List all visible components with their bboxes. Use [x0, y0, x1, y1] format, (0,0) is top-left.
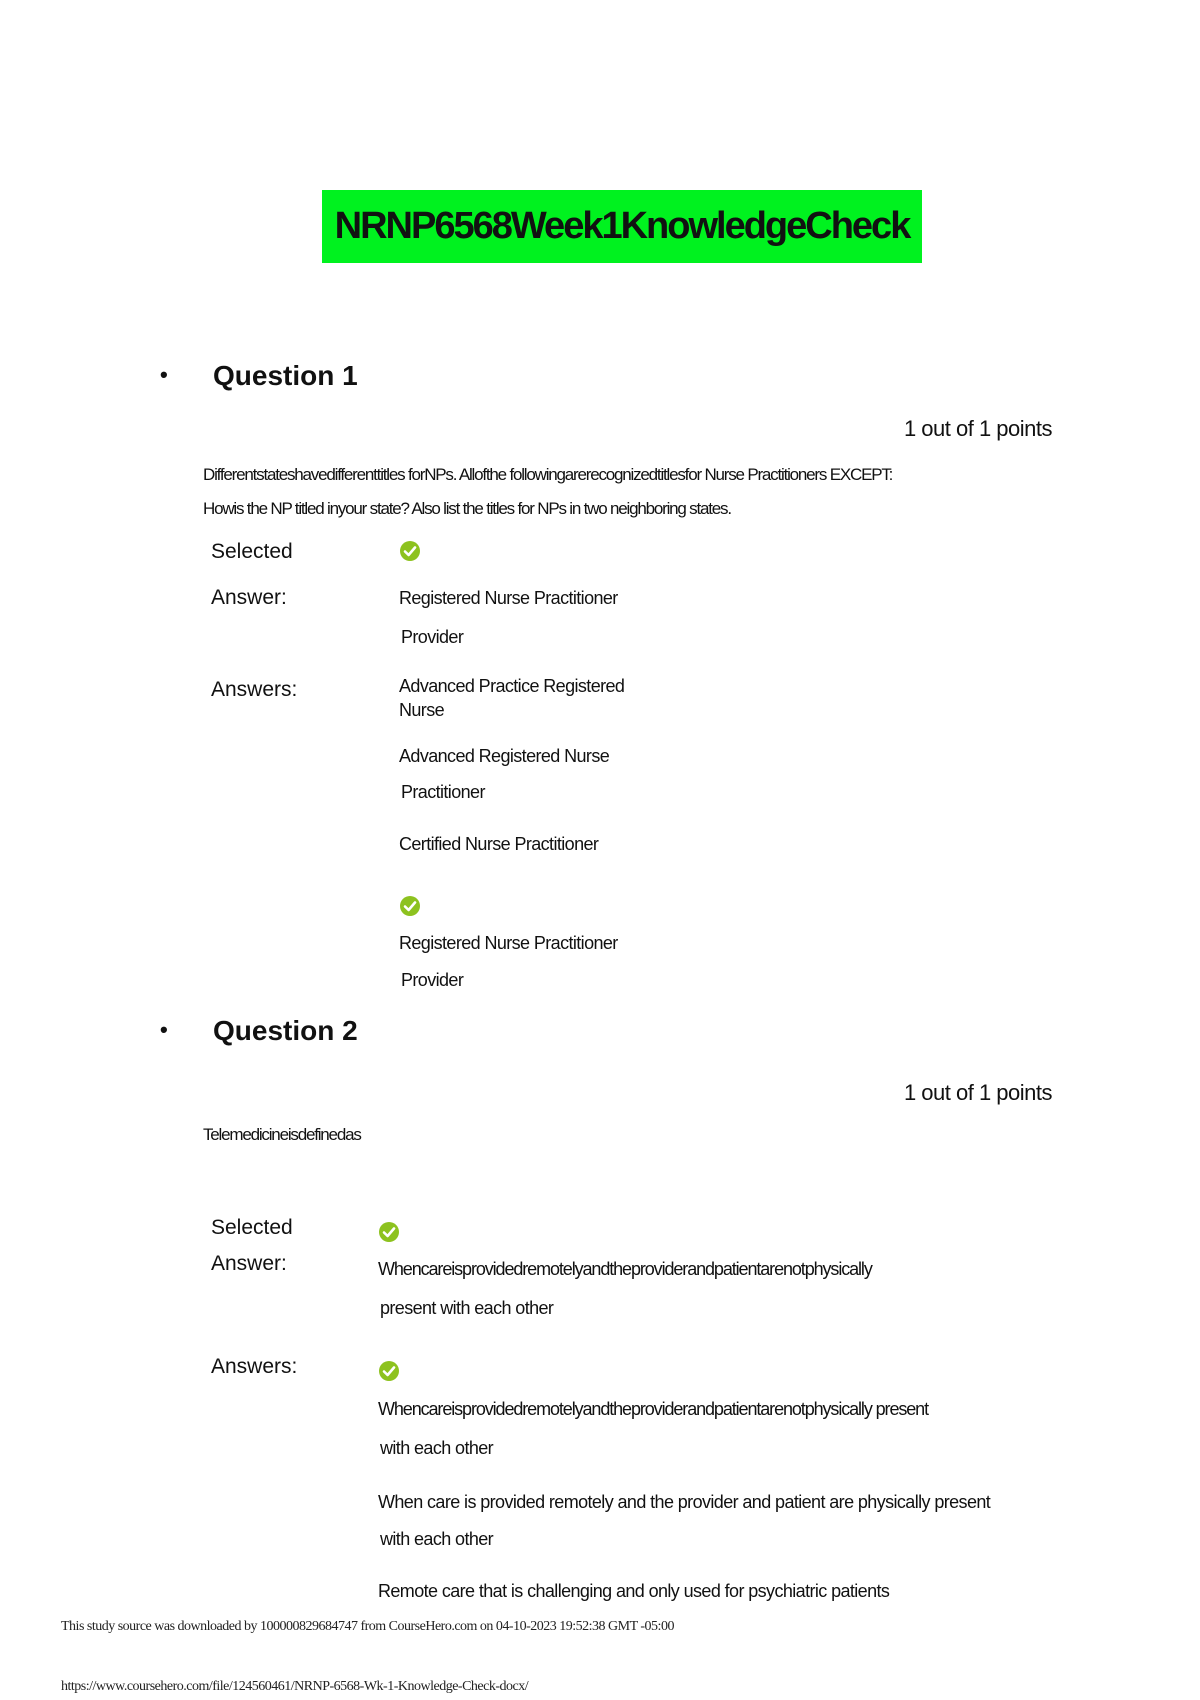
- check-circle-icon: [400, 896, 420, 916]
- selected-label: Selected: [211, 1216, 293, 1239]
- footer-source-line: This study source was downloaded by 100000829684747 from CourseHero.com on 04-10-2023 19:52:38 GMT -05:00: [61, 1619, 674, 1634]
- answer-option-line: Nurse: [399, 700, 445, 720]
- answer-option-line: Whencareisprovidedremotelyandtheproviderandpatientarenotphysically present: [378, 1399, 928, 1419]
- question-1-text-line: Howis the NP titled inyour state? Also list the titles for NPs in two neighboring states.: [203, 499, 731, 518]
- bullet: •: [160, 1017, 168, 1042]
- selected-label: Selected: [211, 540, 293, 563]
- question-2-points: 1 out of 1 points: [903, 1080, 1052, 1105]
- answer-option-line: Remote care that is challenging and only used for psychiatric patients: [378, 1581, 890, 1601]
- page-title: NRNP6568Week1KnowledgeCheck: [322, 190, 922, 263]
- check-circle-icon: [379, 1222, 399, 1242]
- answer-option-line: with each other: [380, 1529, 494, 1549]
- answers-label: Answers:: [211, 678, 298, 701]
- question-1-points: 1 out of 1 points: [903, 416, 1052, 441]
- answer-option-line: Registered Nurse Practitioner: [399, 933, 618, 953]
- question-1-heading: Question 1: [213, 360, 358, 391]
- answer-option-line: Advanced Practice Registered: [399, 676, 625, 696]
- question-1-text-line: Differentstateshavedifferenttitles forNPs. Allofthe followingarerecognizedtitlesfor Nurse Practitioners EXCEPT:: [203, 465, 893, 484]
- answer-option-line: Certified Nurse Practitioner: [399, 834, 599, 854]
- footer-url[interactable]: https://www.coursehero.com/file/124560461/NRNP-6568-Wk-1-Knowledge-Check-docx/: [61, 1679, 529, 1694]
- answer-label: Answer:: [211, 586, 287, 609]
- check-circle-icon: [400, 541, 420, 561]
- answer-option-line: Provider: [401, 970, 464, 990]
- check-circle-icon: [379, 1361, 399, 1381]
- answer-option-line: Advanced Registered Nurse: [399, 746, 610, 766]
- answer-option-line: with each other: [380, 1438, 494, 1458]
- bullet: •: [160, 362, 168, 387]
- question-2-heading: Question 2: [213, 1015, 358, 1046]
- selected-answer-line: Provider: [401, 627, 464, 647]
- answer-option-line: When care is provided remotely and the provider and patient are physically present: [378, 1492, 991, 1512]
- selected-answer-line: Whencareisprovidedremotelyandtheproviderandpatientarenotphysically: [378, 1259, 872, 1279]
- question-2-text-line: Telemedicineisdefinedas: [203, 1125, 361, 1144]
- selected-answer-line: Registered Nurse Practitioner: [399, 588, 618, 608]
- answer-option-line: Practitioner: [401, 782, 485, 802]
- selected-answer-line: present with each other: [380, 1298, 554, 1318]
- answer-label: Answer:: [211, 1252, 287, 1275]
- answers-label: Answers:: [211, 1355, 298, 1378]
